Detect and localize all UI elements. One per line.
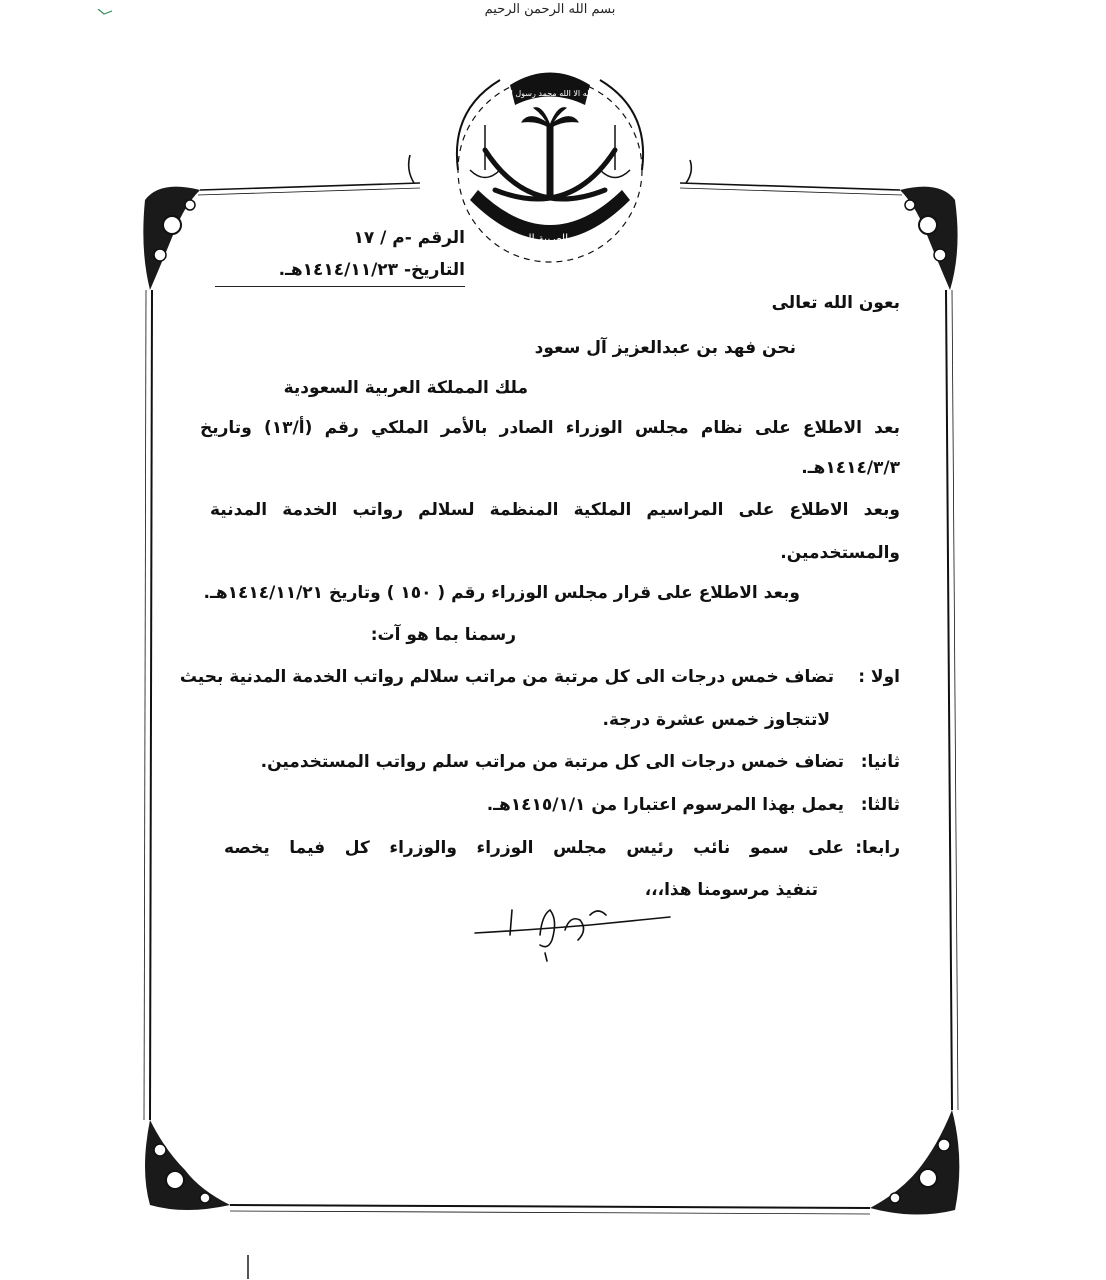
reference-number: الرقم -م / ١٧: [353, 228, 465, 248]
preamble-1-line-1: بعد الاطلاع على نظام مجلس الوزراء الصادر بالأمر الملكي رقم (أ/١٣) وتاريخ: [200, 418, 900, 438]
saudi-emblem-icon: [430, 30, 670, 270]
corner-ornament-top-right: [900, 187, 958, 290]
emblem-shahada: لا اله الا الله محمد رسول الله: [501, 89, 599, 98]
preamble-3: وبعد الاطلاع على قرار مجلس الوزراء رقم ( ١٥٠ ) وتاريخ ١٤١٤/١١/٢١هـ.: [203, 583, 800, 603]
article-1-label: اولا :: [858, 667, 900, 687]
sovereign-title: ملك المملكة العربية السعودية: [283, 378, 528, 398]
decree-intro: رسمنا بما هو آت:: [370, 625, 516, 645]
article-2-label: ثانيا:: [860, 752, 900, 772]
royal-signature: [470, 895, 680, 965]
emblem-caption: المملكة العربية السعودية: [493, 232, 607, 245]
article-1-text-line-2: لاتتجاوز خمس عشرة درجة.: [602, 710, 830, 730]
corner-ornament-bottom-right: [870, 1110, 959, 1215]
article-4-text: على سمو نائب رئيس مجلس الوزراء والوزراء كل فيما يخصه: [224, 838, 844, 858]
sovereign-name: نحن فهد بن عبدالعزيز آل سعود: [534, 338, 796, 358]
article-1-text-line-1: تضاف خمس درجات الى كل مرتبة من مراتب سلالم رواتب الخدمة المدنية بحيث: [179, 667, 834, 687]
closing-line: تنفيذ مرسومنا هذا،،،: [644, 880, 818, 900]
article-4-label: رابعا:: [855, 838, 900, 858]
basmala: بسم الله الرحمن الرحيم: [484, 2, 616, 17]
corner-ornament-bottom-left: [145, 1120, 230, 1210]
preamble-2-line-1: وبعد الاطلاع على المراسيم الملكية المنظمة لسلالم رواتب الخدمة المدنية: [210, 500, 900, 520]
scan-edge-mark: [247, 1255, 249, 1279]
preamble-2-line-2: والمستخدمين.: [780, 543, 900, 563]
corner-ornament-top-left: [143, 187, 200, 290]
preamble-1-line-2: ١٤١٤/٣/٣هـ.: [801, 458, 900, 478]
article-3-label: ثالثا:: [860, 795, 900, 815]
decree-date: التاريخ- ١٤١٤/١١/٢٣هـ.: [215, 260, 465, 287]
invocation: بعون الله تعالى: [771, 293, 900, 313]
article-2-text: تضاف خمس درجات الى كل مرتبة من مراتب سلم رواتب المستخدمين.: [260, 752, 844, 772]
article-3-text: يعمل بهذا المرسوم اعتبارا من ١٤١٥/١/١هـ.: [486, 795, 844, 815]
